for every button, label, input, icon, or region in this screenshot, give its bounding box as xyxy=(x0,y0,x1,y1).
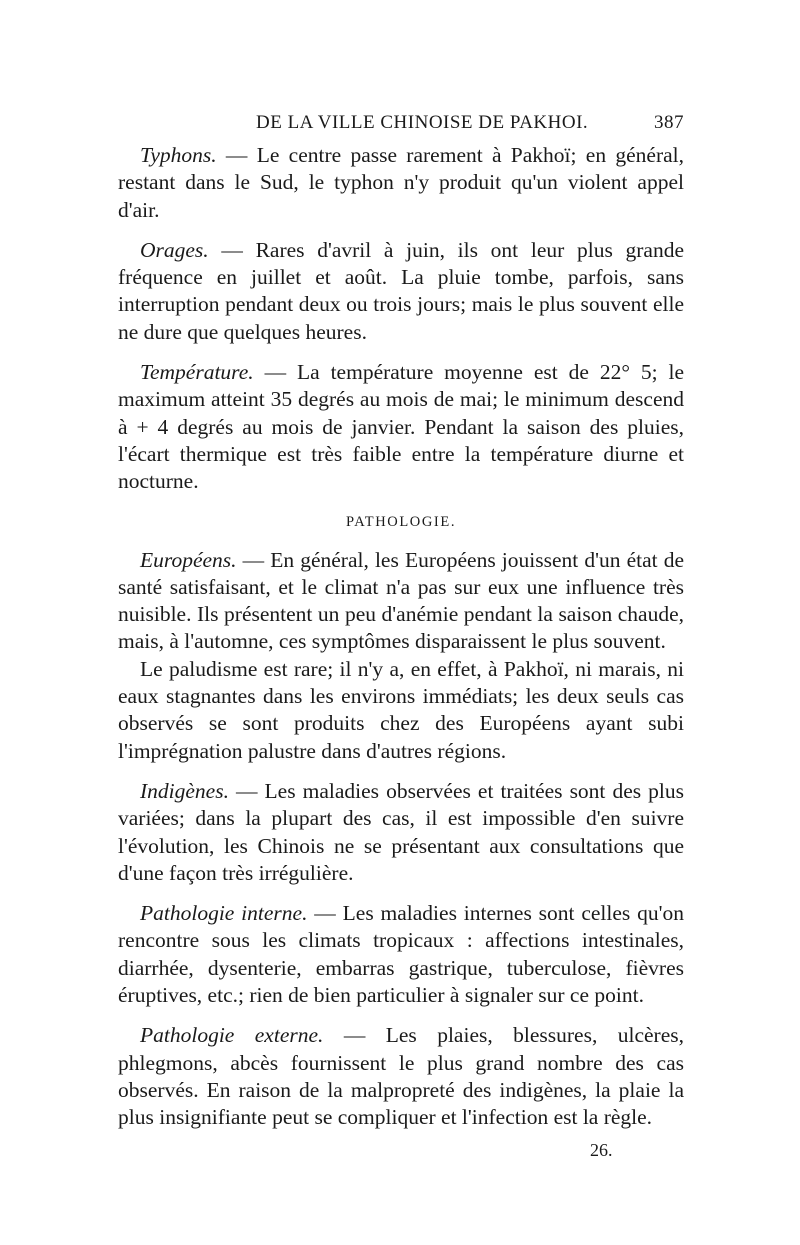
subhead: Orages. xyxy=(140,237,209,262)
paragraph-europeens xyxy=(118,547,684,656)
paragraph-pathologie-interne xyxy=(118,900,684,1009)
paragraph-temperature xyxy=(118,359,684,495)
paragraph-text: — Les maladies observées et traitées sont des plus variées; dans la plupart des cas, il est impossible d'en suivre l'évolution, les Chinois ne se présentant aux consultations que d'une façon très irrégulière. xyxy=(118,778,684,885)
paragraph-orages xyxy=(118,237,684,346)
subhead: Européens. xyxy=(140,547,237,572)
paragraph-text: — Le centre passe rarement à Pakhoï; en général, restant dans le Sud, le typhon n'y produit qu'un violent appel d'air. xyxy=(118,143,684,222)
paragraph-text: — Les maladies internes sont celles qu'on rencontre sous les climats tropicaux : affections intestinales, diarrhée, dysenterie, embarras gastrique, tuberculose, fièvres éruptives, etc.; rien de bien particulier à signaler sur ce point. xyxy=(118,901,684,1008)
subhead: Température. xyxy=(140,360,254,385)
page-body xyxy=(118,112,684,1132)
paragraph-text: — Les plaies, blessures, ulcères, phlegmons, abcès fournissent le plus grand nombre des cas observés. En raison de la malpropreté des indigènes, la plaie la plus insignifiante peut se compliquer et l'infection est la règle. xyxy=(118,1023,685,1130)
signature-mark: 26. xyxy=(590,1140,613,1160)
running-header xyxy=(118,112,684,142)
paragraph-indigenes xyxy=(118,778,684,887)
subhead: Pathologie externe. xyxy=(140,1023,324,1048)
paragraph-text: — En général, les Européens jouissent d'un état de santé satisfaisant, et le climat n'a pas sur eux une influence très nuisible. Ils présentent un peu d'anémie pendant la saison chaude, mais, à l'automne, ces symptômes disparaissent le plus souvent. xyxy=(118,547,684,654)
section-title: PATHOLOGIE. xyxy=(345,513,457,530)
paragraph-text: Le paludisme est rare; il n'y a, en effet, à Pakhoï, ni marais, ni eaux stagnantes dans les environs immédiats; les deux seuls cas observés se sont produits chez des Européens ayant subi l'imprégnation palustre dans d'autres régions. xyxy=(118,656,684,763)
paragraph-typhons xyxy=(118,142,684,224)
paragraph-text: — La température moyenne est de 22° 5; le maximum atteint 35 degrés au mois de mai; le minimum descend à + 4 degrés au mois de janvier. Pendant la saison des pluies, l'écart thermique est très faible entre la température diurne et nocturne. xyxy=(118,360,684,494)
subhead: Indigènes. xyxy=(140,778,229,803)
subhead: Typhons. xyxy=(140,143,217,167)
running-title: DE LA VILLE CHINOISE DE PAKHOI. xyxy=(256,112,589,133)
page-number: 387 xyxy=(654,112,684,133)
paragraph-paludisme xyxy=(118,656,684,765)
subhead: Pathologie interne. xyxy=(140,901,308,926)
paragraph-text: — Rares d'avril à juin, ils ont leur plus grande fréquence en juillet et août. La pluie tombe, parfois, sans interruption pendant deux ou trois jours; mais le plus souvent elle ne dure que quelques heures. xyxy=(118,237,684,344)
paragraph-pathologie-externe xyxy=(118,1022,684,1131)
